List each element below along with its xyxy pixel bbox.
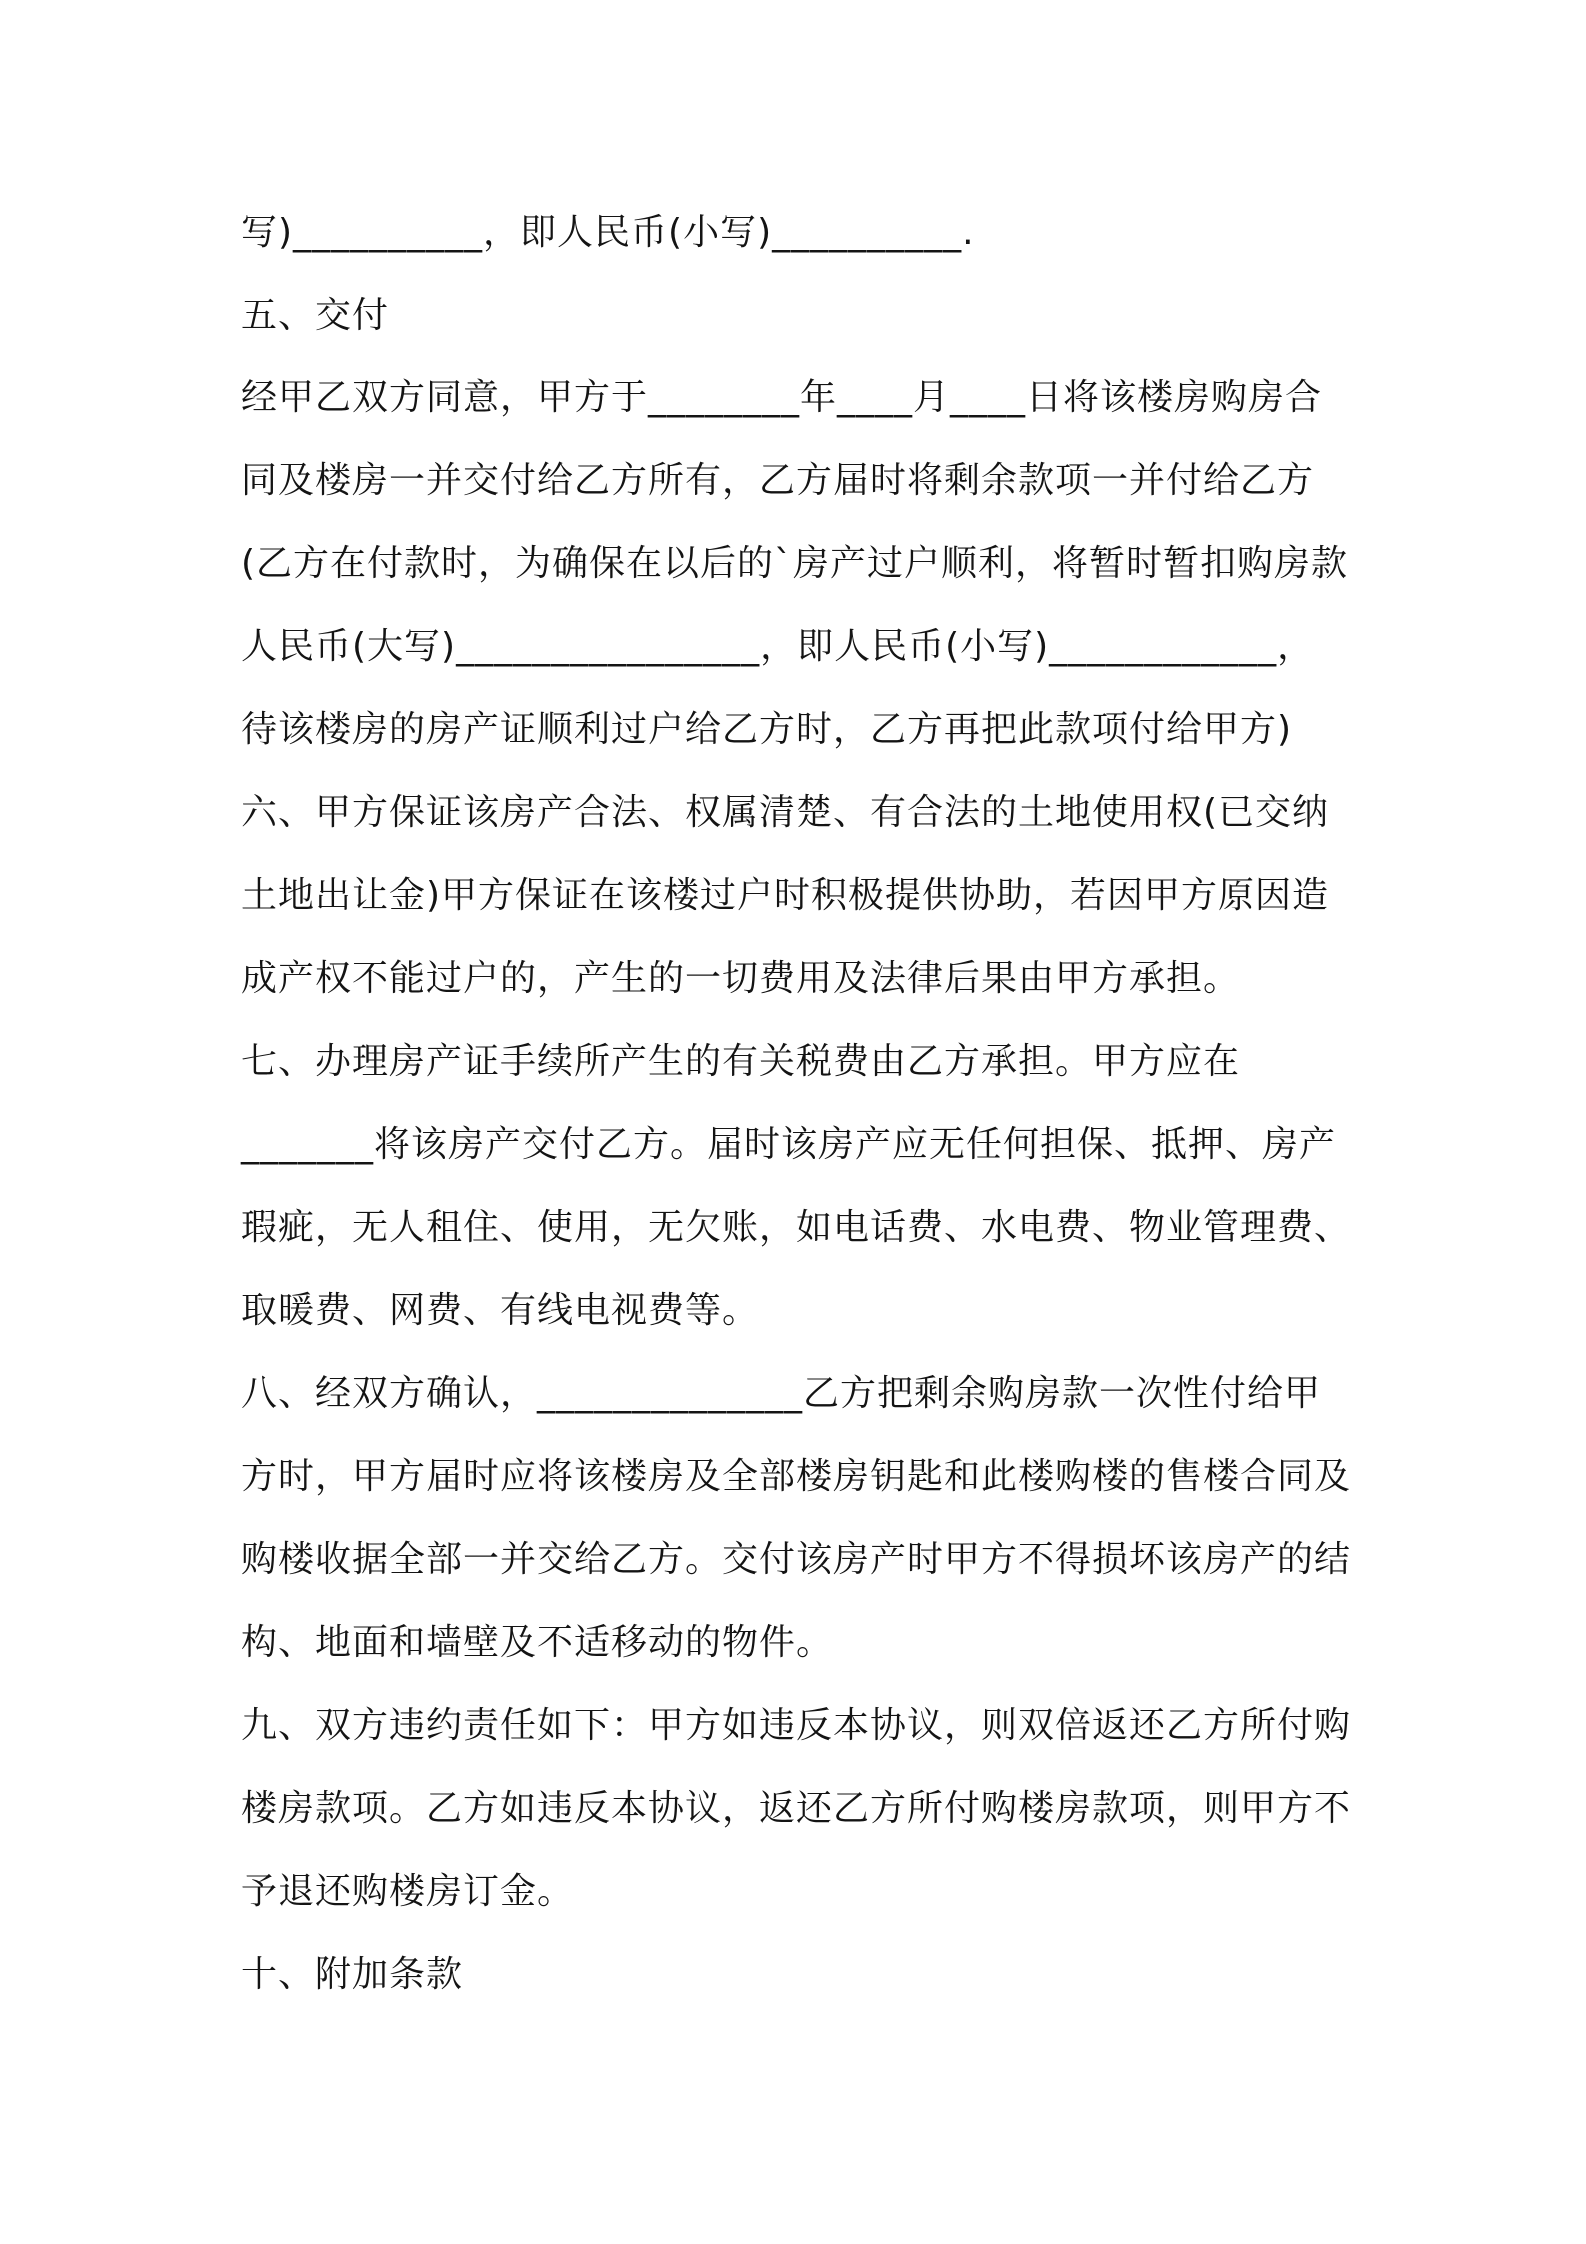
text-line: 方时，甲方届时应将该楼房及全部楼房钥匙和此楼购楼的售楼合同及 bbox=[241, 1456, 1352, 1497]
text-line: 经甲乙双方同意，甲方于________年____月____日将该楼房购房合 bbox=[241, 377, 1323, 418]
section-heading: 五、交付 bbox=[241, 295, 390, 336]
text-line: _______将该房产交付乙方。届时该房产应无任何担保、抵押、房产 bbox=[241, 1124, 1337, 1165]
text-line: 人民币(大写)________________，即人民币(小写)____________， bbox=[241, 626, 1315, 667]
text-line: (乙方在付款时，为确保在以后的`房产过户顺利，将暂时暂扣购房款 bbox=[241, 543, 1349, 584]
section-heading: 十、附加条款 bbox=[241, 1954, 464, 1995]
text-line: 同及楼房一并交付给乙方所有，乙方届时将剩余款项一并付给乙方 bbox=[241, 460, 1315, 501]
text-line: 购楼收据全部一并交给乙方。交付该房产时甲方不得损坏该房产的结 bbox=[241, 1539, 1352, 1580]
clause-seven-line: 七、办理房产证手续所产生的有关税费由乙方承担。甲方应在 bbox=[241, 1041, 1241, 1082]
text-line: 予退还购楼房订金。 bbox=[241, 1871, 575, 1912]
clause-nine-line: 九、双方违约责任如下：甲方如违反本协议，则双倍返还乙方所付购 bbox=[241, 1705, 1352, 1746]
text-line: 楼房款项。乙方如违反本协议，返还乙方所付购楼房款项，则甲方不 bbox=[241, 1788, 1352, 1829]
text-line: 写)__________，即人民币(小写)__________. bbox=[241, 212, 975, 253]
text-line: 土地出让金)甲方保证在该楼过户时积极提供协助，若因甲方原因造 bbox=[241, 875, 1330, 916]
clause-eight-line: 八、经双方确认，______________乙方把剩余购房款一次性付给甲 bbox=[241, 1373, 1322, 1414]
text-line: 取暖费、网费、有线电视费等。 bbox=[241, 1290, 760, 1331]
text-line: 瑕疵，无人租住、使用，无欠账，如电话费、水电费、物业管理费、 bbox=[241, 1207, 1352, 1248]
clause-six-line: 六、甲方保证该房产合法、权属清楚、有合法的土地使用权(已交纳 bbox=[241, 792, 1330, 833]
text-line: 待该楼房的房产证顺利过户给乙方时，乙方再把此款项付给甲方) bbox=[241, 709, 1293, 750]
text-line: 成产权不能过户的，产生的一切费用及法律后果由甲方承担。 bbox=[241, 958, 1241, 999]
text-line: 构、地面和墙壁及不适移动的物件。 bbox=[241, 1622, 834, 1663]
